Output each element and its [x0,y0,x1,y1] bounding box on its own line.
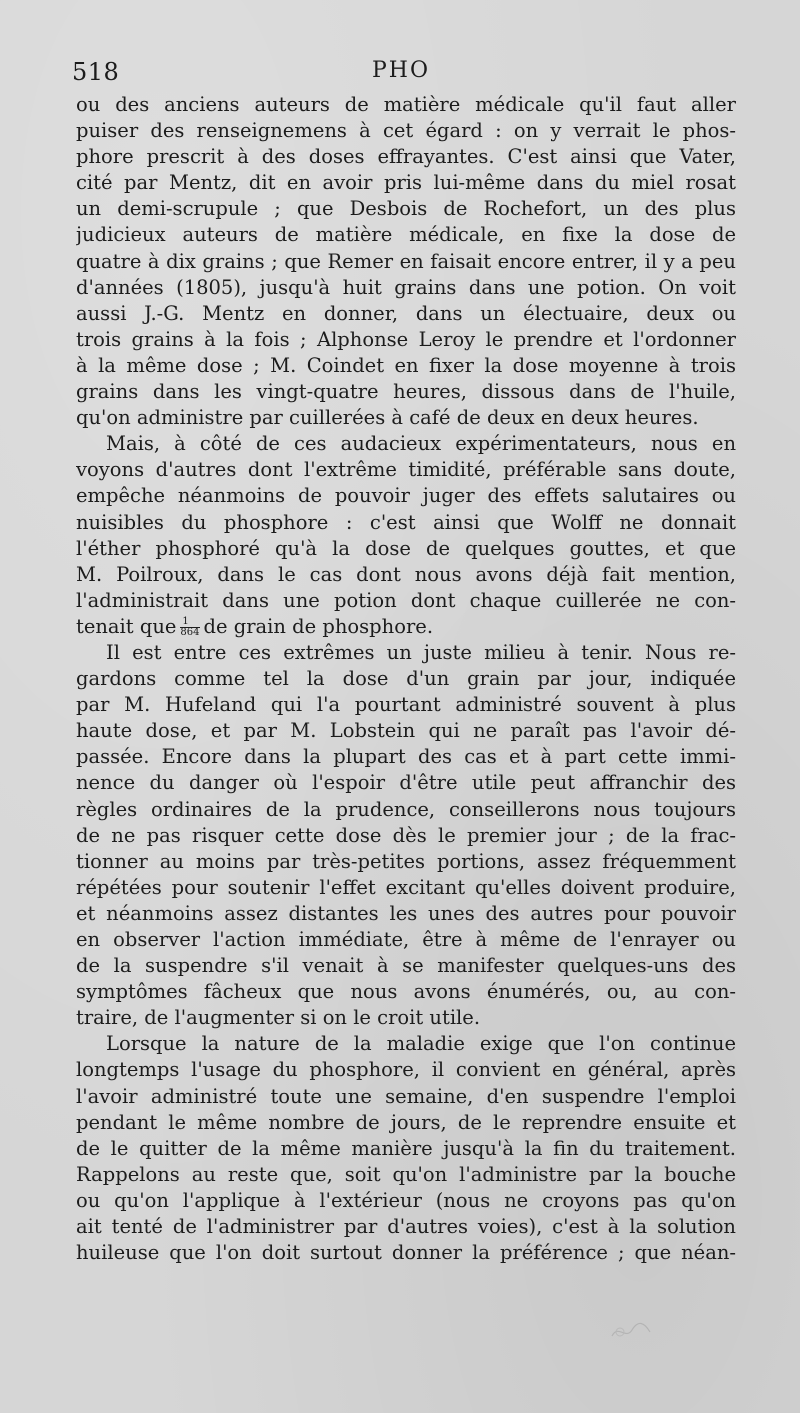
paragraph [76,431,736,640]
text-line: à la même dose ; M. Coindet en fixer la dose moyenne à trois [76,353,736,377]
text-line: Lorsque la nature de la maladie exige que l'on continue [106,1032,736,1056]
text-line: voyons d'autres dont l'extrême timidité, préférable sans doute, [76,458,736,482]
text-line: l'administrait dans une potion dont chaque cuillerée ne con- [76,588,736,612]
text-line: ou qu'on l'applique à l'extérieur (nous ne croyons pas qu'on [76,1188,736,1212]
text-line: tionner au moins par très-petites portions, assez fréquemment [76,849,736,873]
text-line: quatre à dix grains ; que Remer en faisait encore entrer, il y a peu [76,249,736,273]
text-line-with-fraction [76,614,736,640]
text-line: qu'on administre par cuillerées à café de deux en deux heures. [76,406,699,430]
text-line: règles ordinaires de la prudence, conseillerons nous toujours [76,797,736,821]
fraction-denominator: 864 [180,626,200,638]
text-line: nence du danger où l'espoir d'être utile peut affranchir des [76,771,736,795]
text-fragment: tenait que [76,614,177,638]
text-line: nuisibles du phosphore : c'est ainsi que Wolff ne donnait [76,510,736,534]
text-line: judicieux auteurs de matière médicale, en fixe la dose de [76,223,736,247]
paragraph [76,640,736,1031]
text-line: Il est entre ces extrêmes un juste milieu à tenir. Nous re- [106,640,736,664]
text-line: passée. Encore dans la plupart des cas et à part cette immi- [76,745,736,769]
page-number: 518 [72,58,120,86]
paragraph [76,92,736,431]
text-line: cité par Mentz, dit en avoir pris lui-même dans du miel rosat [76,171,736,195]
text-line: M. Poilroux, dans le cas dont nous avons déjà fait mention, [76,562,736,586]
text-line: haute dose, et par M. Lobstein qui ne paraît pas l'avoir dé- [76,719,736,743]
text-fragment: de grain de phosphore. [203,614,434,638]
text-line: d'années (1805), jusqu'à huit grains dans une potion. On voit [76,275,736,299]
text-line: ait tenté de l'administrer par d'autres voies), c'est à la solution [76,1215,736,1239]
text-line: traire, de l'augmenter si on le croit utile. [76,1006,481,1030]
paragraph [76,1031,736,1266]
text-line: répétées pour soutenir l'effet excitant qu'elles doivent produire, [76,875,736,899]
text-line: en observer l'action immédiate, être à même de l'enrayer ou [76,928,736,951]
text-line: ou des anciens auteurs de matière médicale qu'il faut aller [76,93,736,116]
text-line: Mais, à côté de ces audacieux expérimentateurs, nous en [106,432,736,456]
text-line: trois grains à la fois ; Alphonse Leroy le prendre et l'ordonner [76,327,736,351]
text-line: empêche néanmoins de pouvoir juger des effets salutaires ou [76,484,736,508]
text-line: phore prescrit à des doses effrayantes. C'est ainsi que Vater, [76,145,736,169]
running-title: PHO [372,58,431,83]
text-line: de la suspendre s'il venait à se manifester quelques-uns des [76,954,736,978]
text-line: de ne pas risquer cette dose dès le premier jour ; de la frac- [76,823,736,847]
text-line: l'avoir administré toute une semaine, d'en suspendre l'emploi [76,1084,736,1108]
text-line: pendant le même nombre de jours, de le reprendre ensuite et [76,1110,736,1134]
ink-stain-mark [608,1318,654,1344]
text-line: Rappelons au reste que, soit qu'on l'administre par la bouche [76,1162,736,1186]
fraction-numerator: 1 [180,617,199,628]
text-line: aussi J.-G. Mentz en donner, dans un électuaire, deux ou [76,301,736,325]
body-text [76,92,736,1266]
text-line: un demi-scrupule ; que Desbois de Rochefort, un des plus [76,197,736,221]
text-line: huileuse que l'on doit surtout donner la préférence ; que néan- [76,1241,736,1265]
text-line: de le quitter de la même manière jusqu'à la fin du traitement. [76,1136,736,1160]
text-line: gardons comme tel la dose d'un grain par jour, indiquée [76,667,736,691]
fraction [180,617,199,638]
text-line: longtemps l'usage du phosphore, il convient en général, après [76,1058,736,1082]
text-line: l'éther phosphoré qu'à la dose de quelques gouttes, et que [76,536,736,560]
text-line: grains dans les vingt-quatre heures, dissous dans de l'huile, [76,380,736,404]
text-line: symptômes fâcheux que nous avons énumérés, ou, au con- [76,980,736,1004]
running-head [72,58,740,92]
text-line: puiser des renseignemens à cet égard : on y verrait le phos- [76,119,736,143]
text-line: par M. Hufeland qui l'a pourtant administré souvent à plus [76,693,736,717]
text-line: et néanmoins assez distantes les unes des autres pour pouvoir [76,901,736,925]
